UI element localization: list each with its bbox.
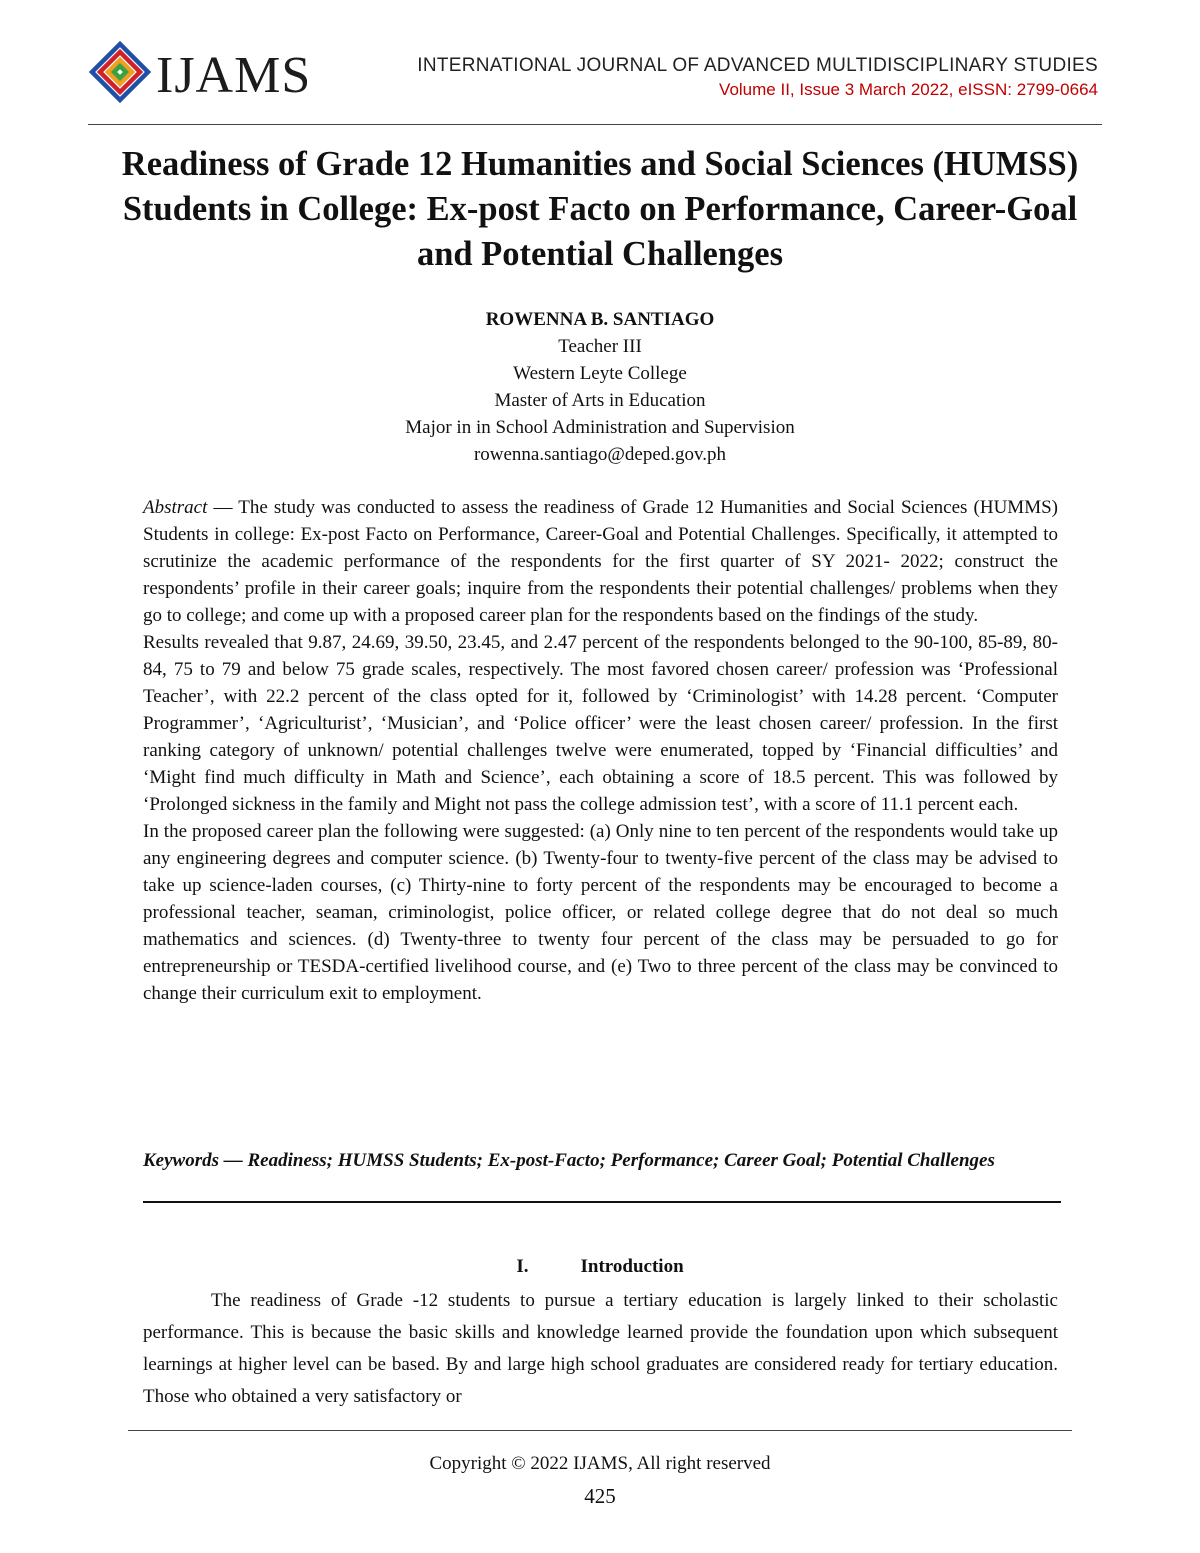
ijams-logo-icon bbox=[84, 38, 156, 110]
header-divider bbox=[88, 124, 1102, 125]
copyright: Copyright © 2022 IJAMS, All right reserved bbox=[429, 1453, 771, 1474]
section-heading-introduction bbox=[100, 1256, 1100, 1278]
abstract bbox=[143, 494, 1058, 1007]
section-number: I. bbox=[516, 1256, 529, 1277]
journal-volume: Volume II, Issue 3 March 2022, eISSN: 2799-0664 bbox=[719, 80, 1098, 99]
keywords: Keywords — Readiness; HUMSS Students; Ex-post-Facto; Performance; Career Goal; Potential Challenges bbox=[143, 1150, 995, 1171]
author-block bbox=[100, 306, 1100, 468]
author-institution: Western Leyte College bbox=[513, 363, 687, 384]
abstract-text-1: The study was conducted to assess the readiness of Grade 12 Humanities and Social Sciences (HUMMS) Students in college: Ex-post Facto on Performance, Career-Goal and Potential Challenges. Specifically, it attempted to scrutinize the academic performance of the respondents for the first quarter of SY 2021- 2022; construct the respondents’ profile in their career goals; inquire from the respondents their potential challenges/ problems when they go to college; and come up with a proposed career plan for the respondents based on the findings of the study. bbox=[143, 497, 1058, 626]
abstract-paragraph-2: Results revealed that 9.87, 24.69, 39.50, 23.45, and 2.47 percent of the respondents belonged to the 90-100, 85-89, 80-84, 75 to 79 and below 75 grade scales, respectively. The most favored chosen career/ profession was ‘Professional Teacher’, with 22.2 percent of the class opted for it, followed by ‘Criminologist’ with 14.28 percent. ‘Computer Programmer’, ‘Agriculturist’, ‘Musician’, and ‘Police officer’ were the least chosen career/ profession. In the first ranking category of unknown/ potential challenges twelve were enumerated, topped by ‘Financial difficulties’ and ‘Might find much difficulty in Math and Science’, each obtaining a score of 18.5 percent. This was followed by ‘Prolonged sickness in the family and Might not pass the college admission test’, with a score of 11.1 percent each. bbox=[143, 632, 1058, 815]
keywords-divider bbox=[143, 1201, 1061, 1203]
abstract-paragraph-1 bbox=[143, 494, 1058, 629]
footer-divider bbox=[128, 1430, 1072, 1431]
author-email: rowenna.santiago@deped.gov.ph bbox=[473, 444, 727, 465]
logo-text: IJAMS bbox=[156, 47, 312, 104]
author-position: Teacher III bbox=[558, 336, 642, 357]
abstract-paragraph-3: In the proposed career plan the following were suggested: (a) Only nine to ten percent of the respondents would take up any engineering degrees and computer science. (b) Twenty-four to twenty-five percent of the class may be advised to take up science-laden courses, (c) Thirty-nine to forty percent of the respondents may be encouraged to become a professional teacher, seaman, criminologist, police officer, or related college degree that do not deal so much mathematics and sciences. (d) Twenty-three to twenty four percent of the class may be persuaded to go for entrepreneurship or TESDA-certified livelihood course, and (e) Two to three percent of the class may be convinced to change their curriculum exit to employment. bbox=[143, 821, 1058, 1004]
section-title: Introduction bbox=[580, 1256, 684, 1277]
abstract-label: Abstract bbox=[143, 497, 208, 518]
author-major: Major in in School Administration and Supervision bbox=[405, 417, 795, 438]
page-number: 425 bbox=[584, 1484, 616, 1508]
paper-title: Readiness of Grade 12 Humanities and Social Sciences (HUMSS) Students in College: Ex-post Facto on Performance, Career-Goal and Potential Challenges bbox=[121, 145, 1079, 273]
author-degree: Master of Arts in Education bbox=[494, 390, 706, 411]
journal-logo bbox=[84, 38, 324, 108]
journal-name: INTERNATIONAL JOURNAL OF ADVANCED MULTIDISCIPLINARY STUDIES bbox=[417, 55, 1098, 76]
abstract-dash: — bbox=[207, 497, 239, 518]
introduction-text: The readiness of Grade -12 students to pursue a tertiary education is largely linked to their scholastic performance. This is because the basic skills and knowledge learned provide the foundation upon which subsequent learnings at higher level can be based. By and large high school graduates are considered ready for tertiary education. Those who obtained a very satisfactory or bbox=[143, 1290, 1058, 1407]
author-name: ROWENNA B. SANTIAGO bbox=[485, 309, 715, 330]
